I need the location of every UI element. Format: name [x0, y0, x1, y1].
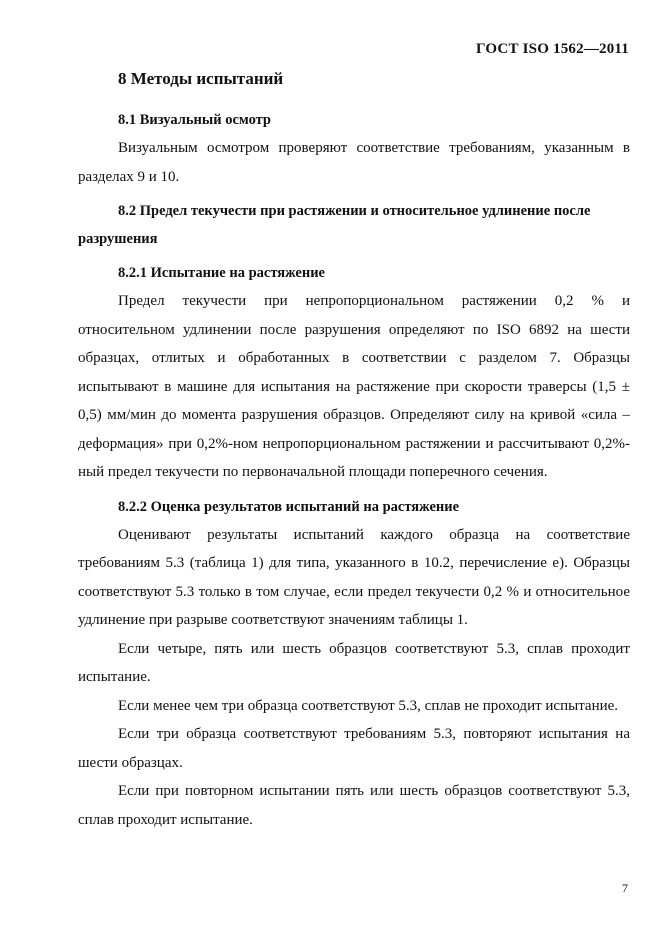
section-8-2-2-paragraph: Если четыре, пять или шесть образцов соответствуют 5.3, сплав проходит испытание.: [78, 640, 630, 685]
section-8-1-text: Визуальным осмотром проверяют соответствие требованиям, указанным в разделах 9 и 10.: [78, 140, 630, 185]
section-8-2-2-paragraph: Если три образца соответствуют требованиям 5.3, повторяют испытания на шести образцах.: [78, 726, 630, 771]
section-8-2-2-paragraph: Если при повторном испытании пять или шесть образцов соответствуют 5.3, сплав проходит испытание.: [78, 783, 630, 828]
section-8-2-2-paragraph: Если менее чем три образца соответствуют 5.3, сплав не проходит испытание.: [118, 697, 619, 714]
section-8-2-2-title: 8.2.2 Оценка результатов испытаний на растяжение: [118, 498, 460, 515]
section-8-2-2-paragraph: Оценивают результаты испытаний каждого образца на соответствие требованиям 5.3 (таблица 1) для типа, указанного в 10.2, перечисление е). Образцы соответствуют 5.3 только в том случае, если предел текучести 0,2 % и относительное удлинение при разрыве соответствуют значениям таблицы 1.: [78, 526, 630, 628]
page-number: 7: [622, 881, 628, 895]
section-8-title: 8 Методы испытаний: [118, 69, 284, 88]
section-8-2-1-title: 8.2.1 Испытание на растяжение: [118, 265, 325, 281]
standard-header: ГОСТ ISO 1562—2011: [476, 41, 629, 57]
section-8-1-title: 8.1 Визуальный осмотр: [118, 112, 271, 128]
section-8-2-1-text: Предел текучести при непропорциональном растяжении 0,2 % и относительном удлинении после разрушения определяют по ISO 6892 на шести образцах, отлитых и обработанных в соответствии с разделом 7. Образцы испытывают в машине для испытания на растяжение при скорости траверсы (1,5 ± 0,5) мм/мин до момента разрушения образцов. Определяют силу на кривой «сила – деформация» при 0,2%-ном непропорциональном растяжении и рассчитывают 0,2%-ный предел текучести по первоначальной площади поперечного сечения.: [78, 293, 630, 480]
page-content: [78, 66, 630, 834]
section-8-2-title: 8.2 Предел текучести при растяжении и относительное удлинение после разрушения: [78, 203, 591, 247]
